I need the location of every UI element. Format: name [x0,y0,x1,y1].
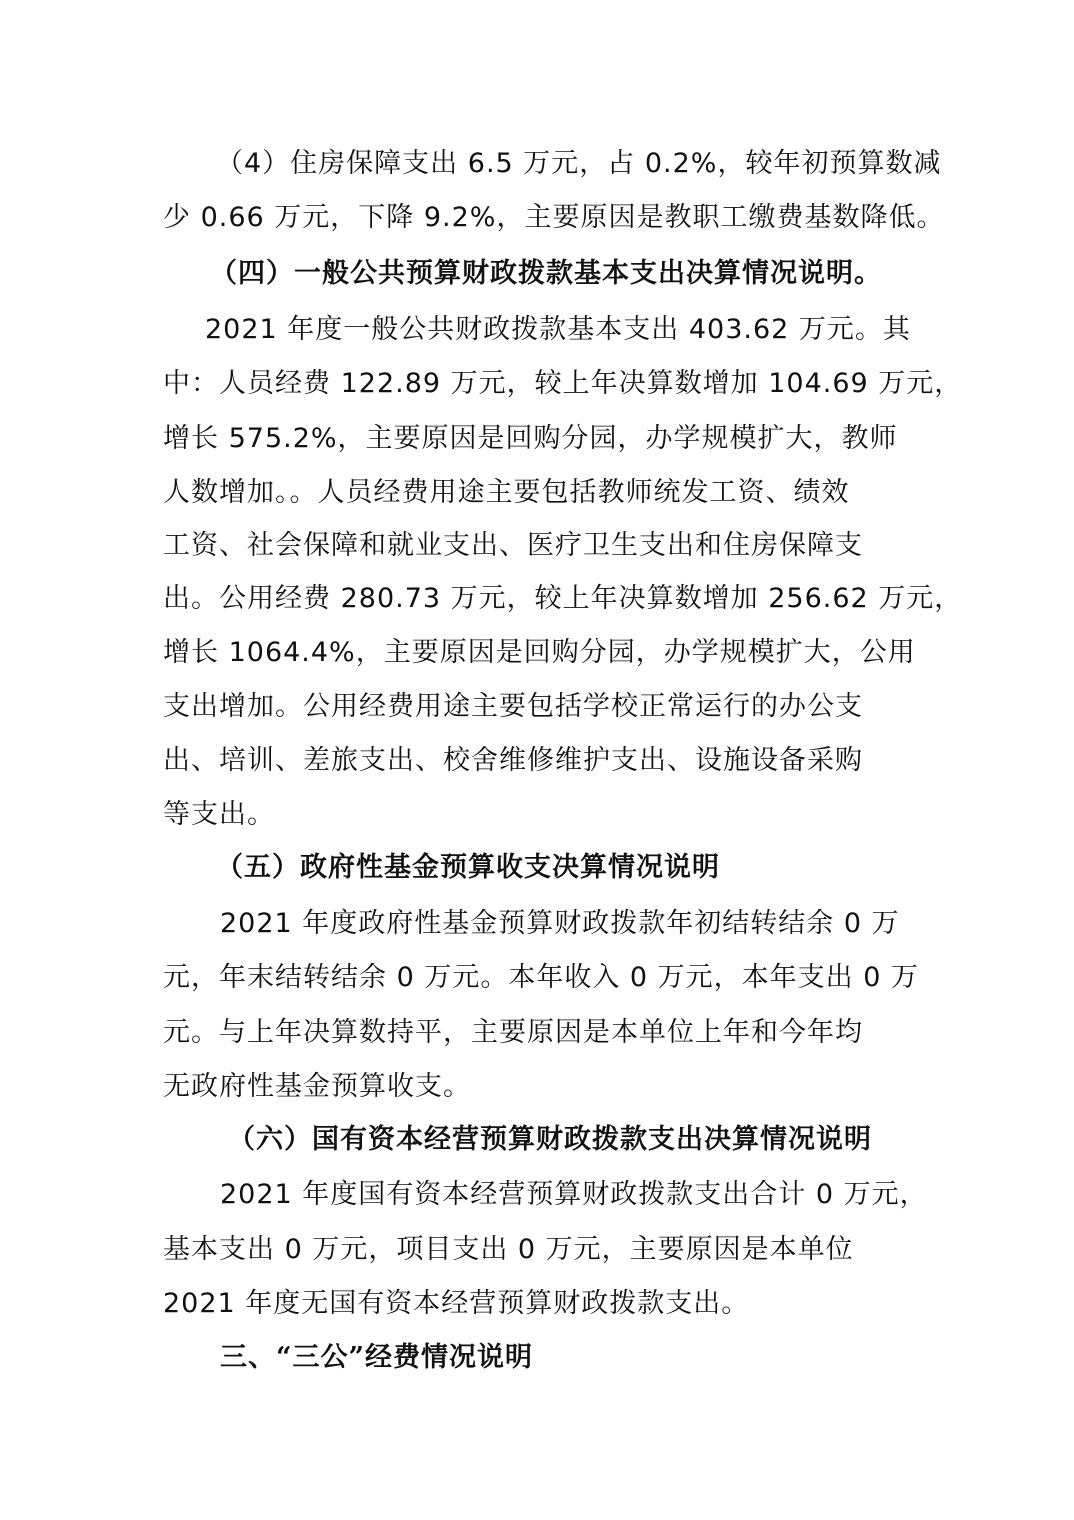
paragraph-line: 2021 年度一般公共财政拨款基本支出 403.62 万元。其 [205,314,911,345]
paragraph-line: 中：人员经费 122.89 万元，较上年决算数增加 104.69 万元， [163,368,963,399]
paragraph-line: 2021 年度国有资本经营预算财政拨款支出合计 0 万元， [220,1179,928,1210]
paragraph-line: 2021 年度无国有资本经营预算财政拨款支出。 [163,1288,750,1319]
paragraph-line: 基本支出 0 万元，项目支出 0 万元，主要原因是本单位 [163,1234,854,1265]
paragraph-line: 增长 1064.4%，主要原因是回购分园，办学规模扩大，公用 [163,637,916,668]
paragraph-line: 元。与上年决算数持平，主要原因是本单位上年和今年均 [163,1017,863,1048]
paragraph-line: 无政府性基金预算收支。 [163,1071,471,1102]
section-heading: （五）政府性基金预算收支决算情况说明 [216,852,720,883]
paragraph-line: 等支出。 [163,799,275,830]
paragraph-line: 支出增加。公用经费用途主要包括学校正常运行的办公支 [163,691,863,722]
section-heading: （六）国有资本经营预算财政拨款支出决算情况说明 [228,1124,872,1155]
section-heading: （四）一般公共预算财政拨款基本支出决算情况说明。 [210,258,882,289]
paragraph-line: 工资、社会保障和就业支出、医疗卫生支出和住房保障支 [163,530,863,561]
paragraph-line: 增长 575.2%，主要原因是回购分园，办学规模扩大，教师 [163,423,898,454]
paragraph-line: 少 0.66 万元，下降 9.2%，主要原因是教职工缴费基数降低。 [163,202,945,233]
paragraph-line: 元，年末结转结余 0 万元。本年收入 0 万元，本年支出 0 万 [163,962,920,993]
paragraph-line: 出、培训、差旅支出、校舍维修维护支出、设施设备采购 [163,745,863,776]
section-heading: 三、“三公”经费情况说明 [220,1342,534,1373]
paragraph-line: 2021 年度政府性基金预算财政拨款年初结转结余 0 万 [220,908,900,939]
paragraph-line: （4）住房保障支出 6.5 万元，占 0.2%，较年初预算数减 [216,148,942,179]
paragraph-line: 出。公用经费 280.73 万元，较上年决算数增加 256.62 万元， [163,583,963,614]
paragraph-line: 人数增加。。人员经费用途主要包括教师统发工资、绩效 [163,477,850,508]
